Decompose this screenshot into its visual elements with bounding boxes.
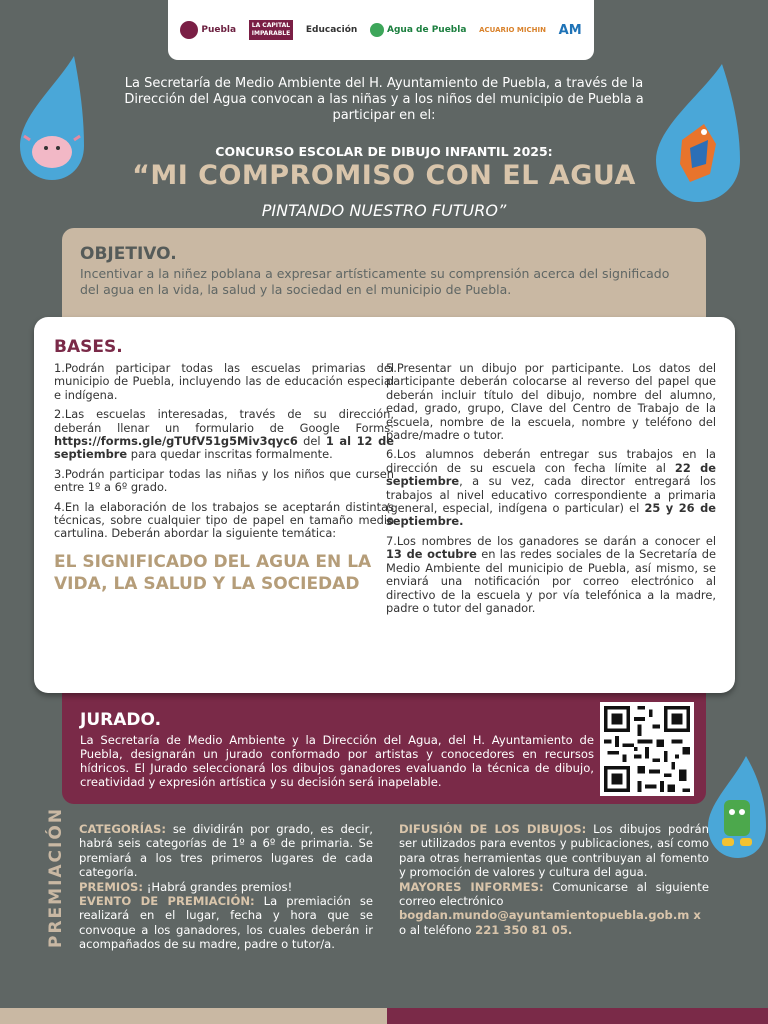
bases-item-7 xyxy=(386,535,716,615)
bases-item-4: 4.En la elaboración de los trabajos se aceptarán distintas técnicas, sobre cualquier tipo de papel en tamaño media cartulina. Deberán abordar la siguiente temática: xyxy=(54,499,394,541)
bases-left-column xyxy=(54,362,394,601)
bases-item-7-text-b: en las redes sociales de la Secretaría de Medio Ambiente del municipio de Puebla, así mismo, se enviará una notificación por correo electrónico al directivo de la escuela y por vía telefónica a la madre, padre o tutor del ganador. xyxy=(386,547,717,615)
jurado-section xyxy=(62,690,706,804)
am-logo xyxy=(559,23,582,38)
agua-drop-icon xyxy=(370,23,384,37)
difusion-label: DIFUSIÓN DE LOS DIBUJOS: xyxy=(399,822,587,836)
bases-item-2 xyxy=(54,408,394,462)
qr-code[interactable] xyxy=(600,702,694,796)
premiacion-right-column xyxy=(399,822,709,937)
evento-paragraph xyxy=(79,894,373,952)
bases-item-5: 5.Presentar un dibujo por participante. Los datos del participante deberán colocarse al reverso del papel que deberán incluir título del dibujo, nombre del alumno, edad, grado, grupo, Clave del Centro de Trabajo de la escuela, nombre de la escuela, nombre y teléfono del padre/madre o tutor. xyxy=(386,361,716,443)
character-drop-icon xyxy=(706,756,768,860)
capital-tag xyxy=(249,20,293,40)
bases-item-3: 3.Podrán participar todas las niñas y los niños que cursen entre 1º a 6º grado. xyxy=(54,466,394,495)
phone-paragraph xyxy=(399,923,709,937)
bases-item-2-text-c: para quedar inscritas formalmente. xyxy=(127,447,333,462)
contest-title: “MI COMPROMISO CON EL AGUA xyxy=(132,160,636,191)
difusion-text: Los dibujos podrán ser utilizados para eventos y publicaciones, así como para otras herramientas que contribuyan al fomento y promoción de valores y cultura del agua. xyxy=(399,822,710,880)
jurado-title: JURADO. xyxy=(80,710,162,730)
categorias-paragraph xyxy=(79,822,373,880)
bases-item-6 xyxy=(386,448,716,528)
bases-item-1: 1.Podrán participar todas las escuelas primarias del municipio de Puebla, incluyendo las de educación especial e indígena. xyxy=(54,361,394,402)
premiacion-left-column xyxy=(79,822,373,952)
bases-item-2-text-b: del xyxy=(297,434,326,449)
agua-logo-text: Agua de Puebla xyxy=(387,25,467,35)
objetivo-text: Incentivar a la niñez poblana a expresar artísticamente su comprensión acerca del significado del agua en la vida, la salud y la sociedad en el municipio de Puebla. xyxy=(80,266,670,297)
bases-item-2-text-a: 2.Las escuelas interesadas, través de su dirección, deberán llenar un formulario de Google Forms: xyxy=(54,407,394,435)
premios-label: PREMIOS: xyxy=(79,879,144,894)
evento-label: EVENTO DE PREMIACIÓN: xyxy=(79,894,255,909)
bases-section xyxy=(34,317,735,693)
capital-line-2: IMPARABLE xyxy=(251,30,291,37)
jurado-text: La Secretaría de Medio Ambiente y la Dirección del Agua, del H. Ayuntamiento de Puebla, designarán un jurado conformado por artistas y conocedores en recursos hídricos. El Jurado seleccionará los dibujos ganadores evaluando la técnica de dibujo, creatividad y expresión artística y su decisión será inapelable. xyxy=(80,733,594,789)
bottom-bar-maroon xyxy=(387,1008,768,1024)
delivery-deadline: 22 de septiembre xyxy=(386,460,716,489)
puebla-logo xyxy=(180,21,236,39)
director-delivery-dates: 25 y 26 de septiembre. xyxy=(386,501,717,529)
intro-text: La Secretaría de Medio Ambiente del H. Ayuntamiento de Puebla, a través de la Dirección del Agua convocan a las niñas y a los niños del municipio de Puebla a participar en el: xyxy=(124,76,644,123)
premios-text: ¡Habrá grandes premios! xyxy=(143,879,293,894)
logo-bar xyxy=(168,0,594,60)
puebla-logo-text: Puebla xyxy=(201,25,237,35)
contest-subtitle: PINTANDO NUESTRO FUTURO” xyxy=(261,201,507,220)
acuario-logo-text: ACUARIO MICHIN xyxy=(479,26,546,34)
am-logo-text: AM xyxy=(558,22,582,38)
objetivo-section xyxy=(62,228,706,330)
educacion-logo-text: Educación xyxy=(305,25,358,35)
phone-prefix: o al teléfono xyxy=(399,922,476,937)
contact-email-link[interactable]: bogdan.mundo@ayuntamientopuebla.gob.m x xyxy=(399,908,701,923)
google-forms-link[interactable]: https://forms.gle/gTUfV51g5Miv3qyc6 xyxy=(54,434,298,449)
bases-item-7-text-a: 7.Los nombres de los ganadores se darán a conocer el xyxy=(386,533,716,548)
contact-phone[interactable]: 221 350 81 05. xyxy=(475,922,573,937)
bases-item-6-text-b: , a su vez, cada director entregará los trabajos al nivel educativo correspondiente a primaria (general, especial, indígena o particular) el xyxy=(386,474,716,516)
bases-title: BASES. xyxy=(54,337,123,357)
winners-date: 13 de octubre xyxy=(386,547,477,562)
premiacion-label: PREMIACIÓN xyxy=(46,806,66,948)
informes-paragraph xyxy=(399,880,709,909)
evento-text: La premiación se realizará en el lugar, fecha y hora que se convoque a los ganadores, los cuales deberán ir acompañados de su madre, padre o tutor/a. xyxy=(79,894,373,952)
bottom-bar-beige xyxy=(0,1008,387,1024)
puebla-emblem-icon xyxy=(180,21,198,39)
premios-paragraph xyxy=(79,880,373,894)
registration-dates: 1 al 12 de septiembre xyxy=(54,434,394,462)
informes-text: Comunicarse al siguiente correo electrónico xyxy=(399,879,709,909)
contest-label: CONCURSO ESCOLAR DE DIBUJO INFANTIL 2025: xyxy=(215,144,553,159)
email-paragraph xyxy=(399,908,709,922)
capital-line-1: LA CAPITAL xyxy=(251,22,291,29)
acuario-michin-logo xyxy=(479,26,546,34)
categorias-label: CATEGORÍAS: xyxy=(79,822,166,836)
agua-de-puebla-logo xyxy=(370,23,466,37)
difusion-paragraph xyxy=(399,822,709,880)
theme-heading: EL SIGNIFICADO DEL AGUA EN LA VIDA, LA SALUD Y LA SOCIEDAD xyxy=(54,551,372,594)
categorias-text: se dividirán por grado, es decir, habrá seis categorías de 1º a 6º de primaria. Se premiará a los tres primeros lugares de cada categoría. xyxy=(79,822,373,880)
objetivo-title: OBJETIVO. xyxy=(80,244,177,264)
capital-imparable-logo xyxy=(249,20,293,40)
bases-item-6-text-a: 6.Los alumnos deberán entregar sus trabajos en la dirección de su escuela con fecha límite al xyxy=(386,447,716,475)
educacion-logo xyxy=(306,25,357,35)
bases-right-column xyxy=(386,362,716,621)
informes-label: MAYORES INFORMES: xyxy=(399,879,544,894)
